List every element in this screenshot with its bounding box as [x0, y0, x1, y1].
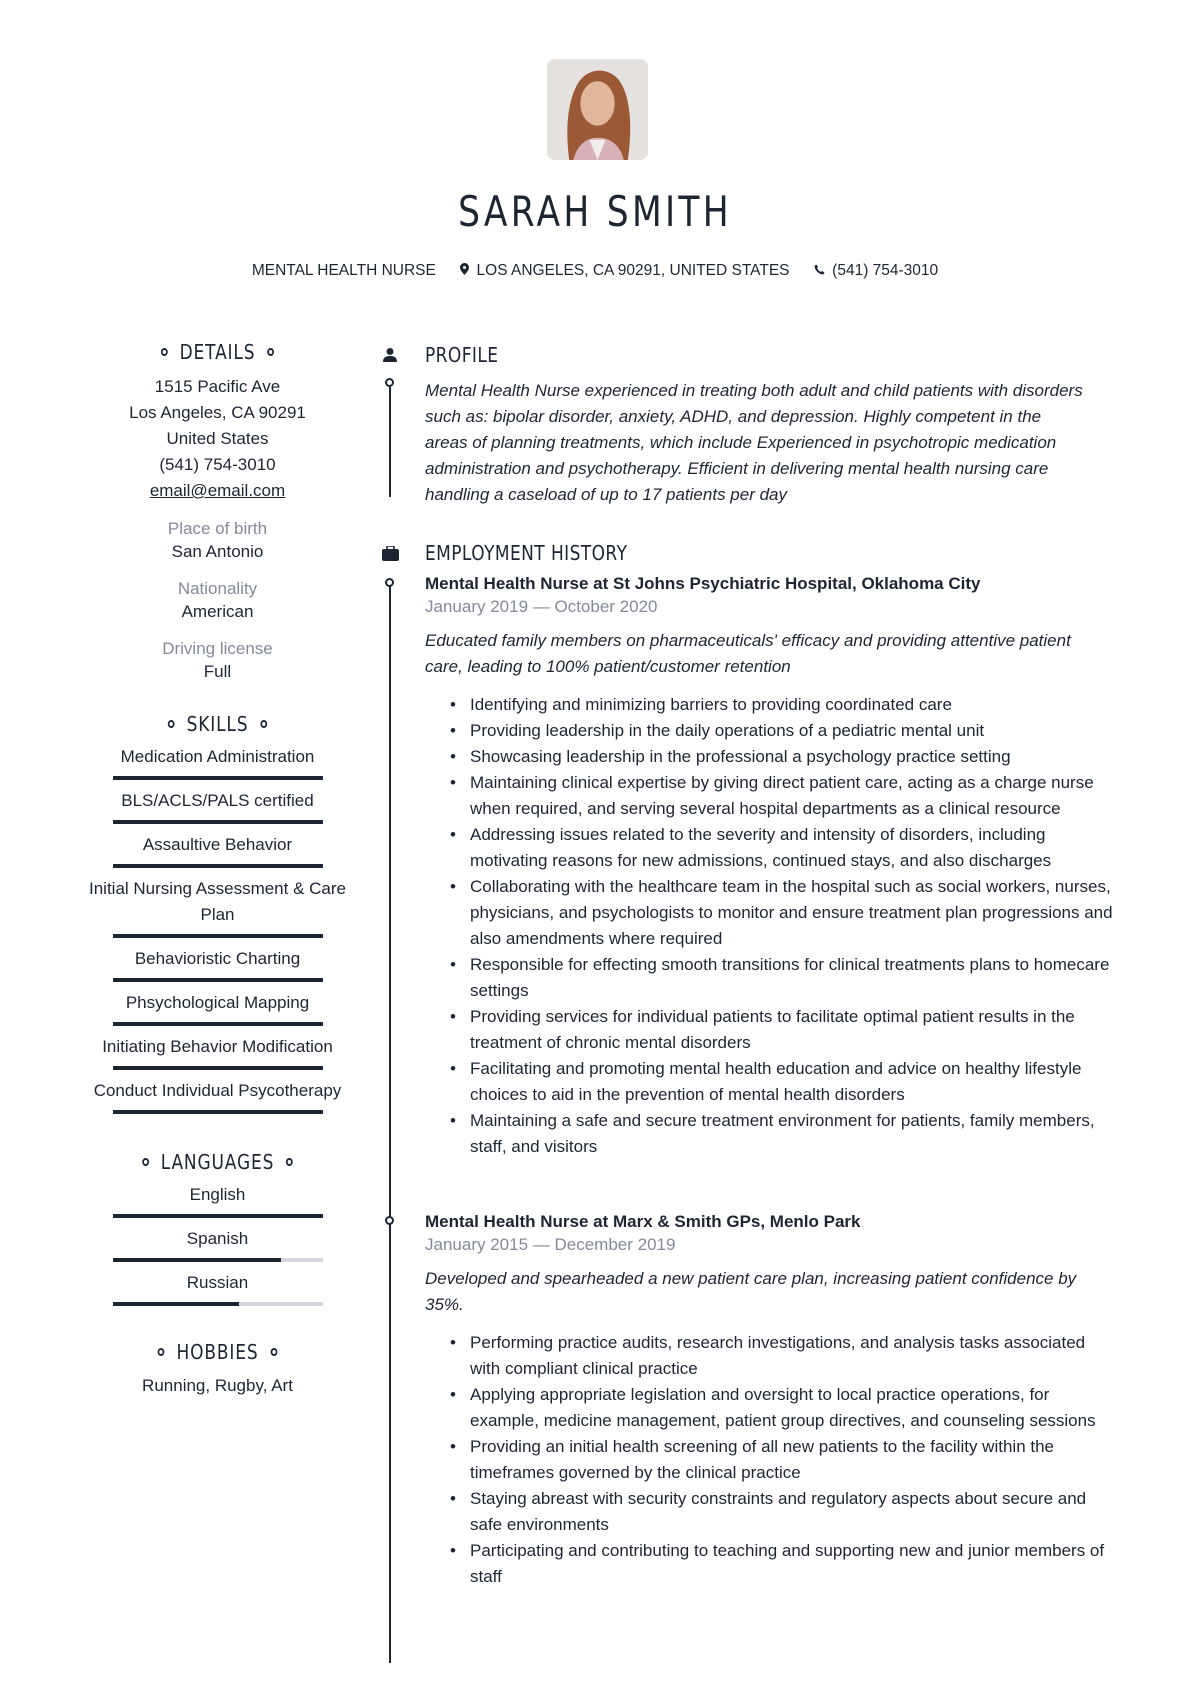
nationality-value: American — [181, 602, 254, 621]
driving-license-label: Driving license — [162, 639, 273, 658]
job-title: Mental Health Nurse at Marx & Smith GPs, Menlo Park — [425, 1212, 861, 1231]
skill-level-bar — [113, 1022, 323, 1026]
ring-icon — [142, 1158, 149, 1166]
profile-line: Mental Health Nurse experienced in treating both adult and child patients with disorders — [425, 381, 1083, 400]
job-title: Mental Health Nurse at St Johns Psychiatric Hospital, Oklahoma City — [425, 574, 981, 593]
profile-heading-text: PROFILE — [425, 343, 499, 367]
profile-heading — [370, 340, 1120, 370]
skill-item — [70, 788, 365, 824]
skill-item — [70, 1034, 365, 1070]
skill-name: Initial Nursing Assessment & Care Plan — [89, 879, 346, 924]
skill-level-fill — [113, 1066, 323, 1070]
address-line-2: Los Angeles, CA 90291 — [129, 403, 306, 422]
skill-level-fill — [113, 864, 323, 868]
skill-name: BLS/ACLS/PALS certified — [121, 791, 314, 810]
ring-icon — [267, 348, 274, 356]
skill-item — [70, 1078, 365, 1114]
briefcase-icon — [370, 546, 410, 561]
job-bullets — [425, 1330, 1120, 1590]
employment-heading — [370, 538, 1120, 568]
skill-level-bar — [113, 864, 323, 868]
skill-level-fill — [113, 1022, 323, 1026]
job-summary-line: Educated family members on pharmaceuticals' efficacy and providing attentive patient — [425, 631, 1071, 650]
ring-icon — [158, 1348, 165, 1356]
job-bullets — [425, 692, 1120, 1160]
ring-icon — [270, 1348, 277, 1356]
job-summary-line: Developed and spearheaded a new patient care plan, increasing patient confidence by — [425, 1269, 1077, 1288]
profile-line: areas of planning treatments, which include Experienced in psychotropic medication — [425, 433, 1057, 452]
job-dates: January 2015 — December 2019 — [425, 1235, 676, 1254]
skill-item — [70, 946, 365, 982]
job-bullet: • Maintaining clinical expertise by giving direct patient care, acting as a charge nurse when required, and serving several hospital departments as a clinical resource — [425, 770, 1120, 822]
languages-list — [70, 1182, 365, 1306]
profile-photo — [547, 59, 648, 160]
address-line-1: 1515 Pacific Ave — [154, 377, 281, 396]
skill-level-fill — [113, 1110, 323, 1114]
skill-level-fill — [113, 820, 323, 824]
job-bullet: • Providing services for individual patients to facilitate optimal patient results in the treatment of chronic mental disorders — [425, 1004, 1120, 1056]
job-summary-line: 35%. — [425, 1295, 464, 1314]
skill-level-bar — [113, 1066, 323, 1070]
skill-level-fill — [113, 776, 323, 780]
skill-level-bar — [113, 820, 323, 824]
skills-list — [70, 744, 365, 1114]
job-bullet: • Collaborating with the healthcare team in the hospital such as social workers, nurses, physicians, and psychologists to monitor and ensure treatment plan progressions and also amendments where required — [425, 874, 1120, 952]
profile-summary — [425, 378, 1120, 508]
language-level-fill — [113, 1302, 239, 1306]
job-bullet: • Applying appropriate legislation and oversight to local practice operations, for example, medicine management, patient group directives, and counseling sessions — [425, 1382, 1120, 1434]
details-heading-text: DETAILS — [179, 340, 256, 364]
place-of-birth-label: Place of birth — [167, 519, 268, 538]
language-level-bar — [113, 1302, 323, 1306]
timeline-line — [389, 387, 391, 497]
left-column — [70, 340, 365, 1396]
ring-icon — [161, 348, 168, 356]
hobbies-heading-text: HOBBIES — [176, 1340, 259, 1364]
phone — [814, 262, 938, 280]
employment-heading-text: EMPLOYMENT HISTORY — [425, 541, 628, 565]
job-summary-line: care, leading to 100% patient/customer retention — [425, 657, 791, 676]
language-level-fill — [113, 1214, 323, 1218]
place-of-birth-value: San Antonio — [171, 542, 264, 561]
phone-text: (541) 754-3010 — [832, 262, 939, 279]
language-level-fill — [113, 1258, 281, 1262]
language-name: Russian — [186, 1273, 249, 1292]
details-heading — [92, 340, 343, 364]
skill-level-bar — [113, 978, 323, 982]
skills-heading — [92, 712, 343, 736]
timeline-pin — [385, 1216, 394, 1225]
header-contact-line — [0, 262, 1190, 280]
skill-level-bar — [113, 776, 323, 780]
profile-line: handling a caseload of up to 17 patients per day — [425, 485, 787, 504]
job-summary — [425, 628, 1120, 680]
job-bullet: • Identifying and minimizing barriers to providing coordinated care — [425, 692, 1120, 718]
right-column — [370, 340, 1120, 1590]
candidate-name: SARAH SMITH — [458, 187, 732, 236]
language-name: English — [189, 1185, 246, 1204]
language-item — [70, 1226, 365, 1262]
hobbies-heading — [92, 1340, 343, 1364]
employment-list — [370, 572, 1120, 1590]
skill-level-bar — [113, 934, 323, 938]
skill-name: Conduct Individual Psycotherapy — [93, 1081, 342, 1100]
language-item — [70, 1270, 365, 1306]
job-bullet: • Participating and contributing to teaching and supporting new and junior members of staff — [425, 1538, 1120, 1590]
language-item — [70, 1182, 365, 1218]
details-phone: (541) 754-3010 — [159, 455, 276, 474]
job-entry — [370, 1210, 1120, 1590]
job-title: MENTAL HEALTH NURSE — [251, 262, 436, 279]
person-icon — [370, 347, 410, 363]
language-name: Spanish — [186, 1229, 249, 1248]
job-bullet: • Addressing issues related to the severity and intensity of disorders, including motivating reasons for new admissions, continued stays, and also discharges — [425, 822, 1120, 874]
job-bullet: • Facilitating and promoting mental health education and advice on healthy lifestyle choices to aid in the prevention of mental health disorders — [425, 1056, 1120, 1108]
nationality-label: Nationality — [177, 579, 258, 598]
profile-line: such as: bipolar disorder, anxiety, ADHD, and depression. Highly competent in the — [425, 407, 1042, 426]
phone-icon — [814, 264, 828, 278]
job-bullet: • Responsible for effecting smooth transitions for clinical treatments plans to homecare settings — [425, 952, 1120, 1004]
job-bullet: • Providing leadership in the daily operations of a pediatric mental unit — [425, 718, 1120, 744]
skill-item — [70, 990, 365, 1026]
language-level-bar — [113, 1214, 323, 1218]
skill-item — [70, 744, 365, 780]
timeline-pin — [385, 578, 394, 587]
driving-license-value: Full — [203, 662, 232, 681]
skill-item — [70, 832, 365, 868]
email-link[interactable]: email@email.com — [149, 481, 286, 500]
job-summary — [425, 1266, 1120, 1318]
languages-heading — [92, 1150, 343, 1174]
job-dates: January 2019 — October 2020 — [425, 597, 658, 616]
job-bullet: • Providing an initial health screening of all new patients to the facility within the timeframes governed by the clinical practice — [425, 1434, 1120, 1486]
skill-name: Behavioristic Charting — [134, 949, 301, 968]
location — [460, 262, 789, 280]
skill-name: Phsychological Mapping — [125, 993, 310, 1012]
skill-name: Medication Administration — [120, 747, 315, 766]
ring-icon — [260, 720, 267, 728]
skill-level-fill — [113, 978, 323, 982]
job-bullet: • Showcasing leadership in the professional a psychology practice setting — [425, 744, 1120, 770]
map-pin-icon — [460, 264, 472, 278]
language-level-bar — [113, 1258, 323, 1262]
job-bullet: • Staying abreast with security constraints and regulatory aspects about secure and safe environments — [425, 1486, 1120, 1538]
skill-name: Initiating Behavior Modification — [102, 1037, 333, 1056]
job-bullet: • Maintaining a safe and secure treatment environment for patients, family members, staff, and visitors — [425, 1108, 1120, 1160]
timeline-pin — [385, 378, 394, 387]
skill-level-fill — [113, 934, 323, 938]
country: United States — [166, 429, 269, 448]
skill-item — [70, 876, 365, 938]
ring-icon — [168, 720, 175, 728]
hobbies-text: Running, Rugby, Art — [142, 1376, 293, 1395]
job-entry — [370, 572, 1120, 1160]
skill-level-bar — [113, 1110, 323, 1114]
languages-heading-text: LANGUAGES — [160, 1150, 275, 1174]
skills-heading-text: SKILLS — [186, 712, 249, 736]
location-text: LOS ANGELES, CA 90291, UNITED STATES — [476, 262, 790, 279]
job-bullet: • Performing practice audits, research investigations, and analysis tasks associated with compliant clinical practice — [425, 1330, 1120, 1382]
profile-line: administration and psychotherapy. Efficient in delivering mental health nursing care — [425, 459, 1049, 478]
skill-name: Assaultive Behavior — [142, 835, 293, 854]
ring-icon — [286, 1158, 293, 1166]
